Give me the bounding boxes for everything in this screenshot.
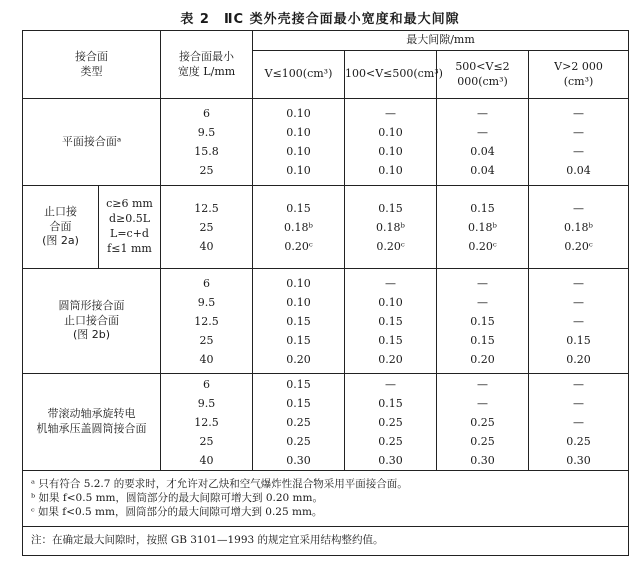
footnotes [23,471,629,527]
footnote-c: ᶜ 如果 f<0.5 mm，圆筒部分的最大间隙可增大到 0.25 mm。 [31,506,323,519]
header-v4: V>2 000 (cm³) [529,51,629,99]
footnote-a: ᵃ 只有符合 5.2.7 的要求时，才允许对乙炔和空气爆炸性混合物采用平面接合面。 [31,478,408,490]
gap-list: — 0.15 0.25 0.25 0.30 [378,377,403,467]
group-bearing [23,374,629,471]
gap-list: — 0.10 0.10 0.10 [378,107,403,177]
header-v3: 500<V≤2 000(cm³) [437,51,529,99]
width-list: 6 9.5 12.5 25 40 [194,276,219,366]
header-v2: 100<V≤500(cm³) [345,51,437,99]
gap-list: 0.15 0.18ᵇ 0.20ᶜ [376,201,405,253]
width-list: 6 9.5 15.8 25 [194,107,219,177]
header-v1: V≤100(cm³) [253,51,345,99]
gap-list: 0.10 0.10 0.10 0.10 [286,107,311,177]
group-cylindrical [23,269,629,374]
table-title: 表 2 ⅡC 类外壳接合面最小宽度和最大间隙 [180,12,460,27]
gap-list: — — 0.15 0.15 0.20 [470,276,495,366]
header-min-width: 接合面最小 宽度 L/mm [161,31,253,99]
width-list: 6 9.5 12.5 25 40 [194,377,219,467]
gap-list: — — 0.04 0.04 [470,107,495,177]
gap-list: — — — 0.25 0.30 [566,377,591,467]
footnote-b: ᵇ 如果 f<0.5 mm，圆筒部分的最大间隙可增大到 0.20 mm。 [31,492,323,505]
gap-list: — — 0.25 0.25 0.30 [470,377,495,467]
gap-list: 0.10 0.10 0.15 0.15 0.20 [286,276,311,366]
group-name: 止口接 合面 (图 2a) [23,186,99,269]
gap-list: — 0.10 0.15 0.15 0.20 [378,276,403,366]
header-max-gap: 最大间隙/mm [253,31,629,51]
gap-list: — — — 0.04 [566,107,591,177]
gap-table [22,30,629,556]
gap-list: 0.15 0.18ᵇ 0.20ᶜ [468,201,497,253]
width-list: 12.5 25 40 [194,201,219,253]
group-name: 带滚动轴承旋转电 机轴承压盖圆筒接合面 [23,374,161,471]
table-note: 注：在确定最大间隙时，按照 GB 3101—1993 的规定宜采用结构整约值。 [23,526,629,555]
header-type: 接合面 类型 [23,31,161,99]
group-name: 平面接合面ᵃ [23,99,161,186]
gap-list: 0.15 0.18ᵇ 0.20ᶜ [284,201,313,253]
group-name: 圆筒形接合面 止口接合面 (图 2b) [23,269,161,374]
spigot-conditions: c≥6 mm d≥0.5L L=c+d f≤1 mm [99,186,161,269]
group-spigot [23,186,629,269]
group-flat [23,99,629,186]
gap-list: — — — 0.15 0.20 [566,276,591,366]
gap-list: 0.15 0.15 0.25 0.25 0.30 [286,377,311,467]
gap-list: — 0.18ᵇ 0.20ᶜ [564,201,593,253]
